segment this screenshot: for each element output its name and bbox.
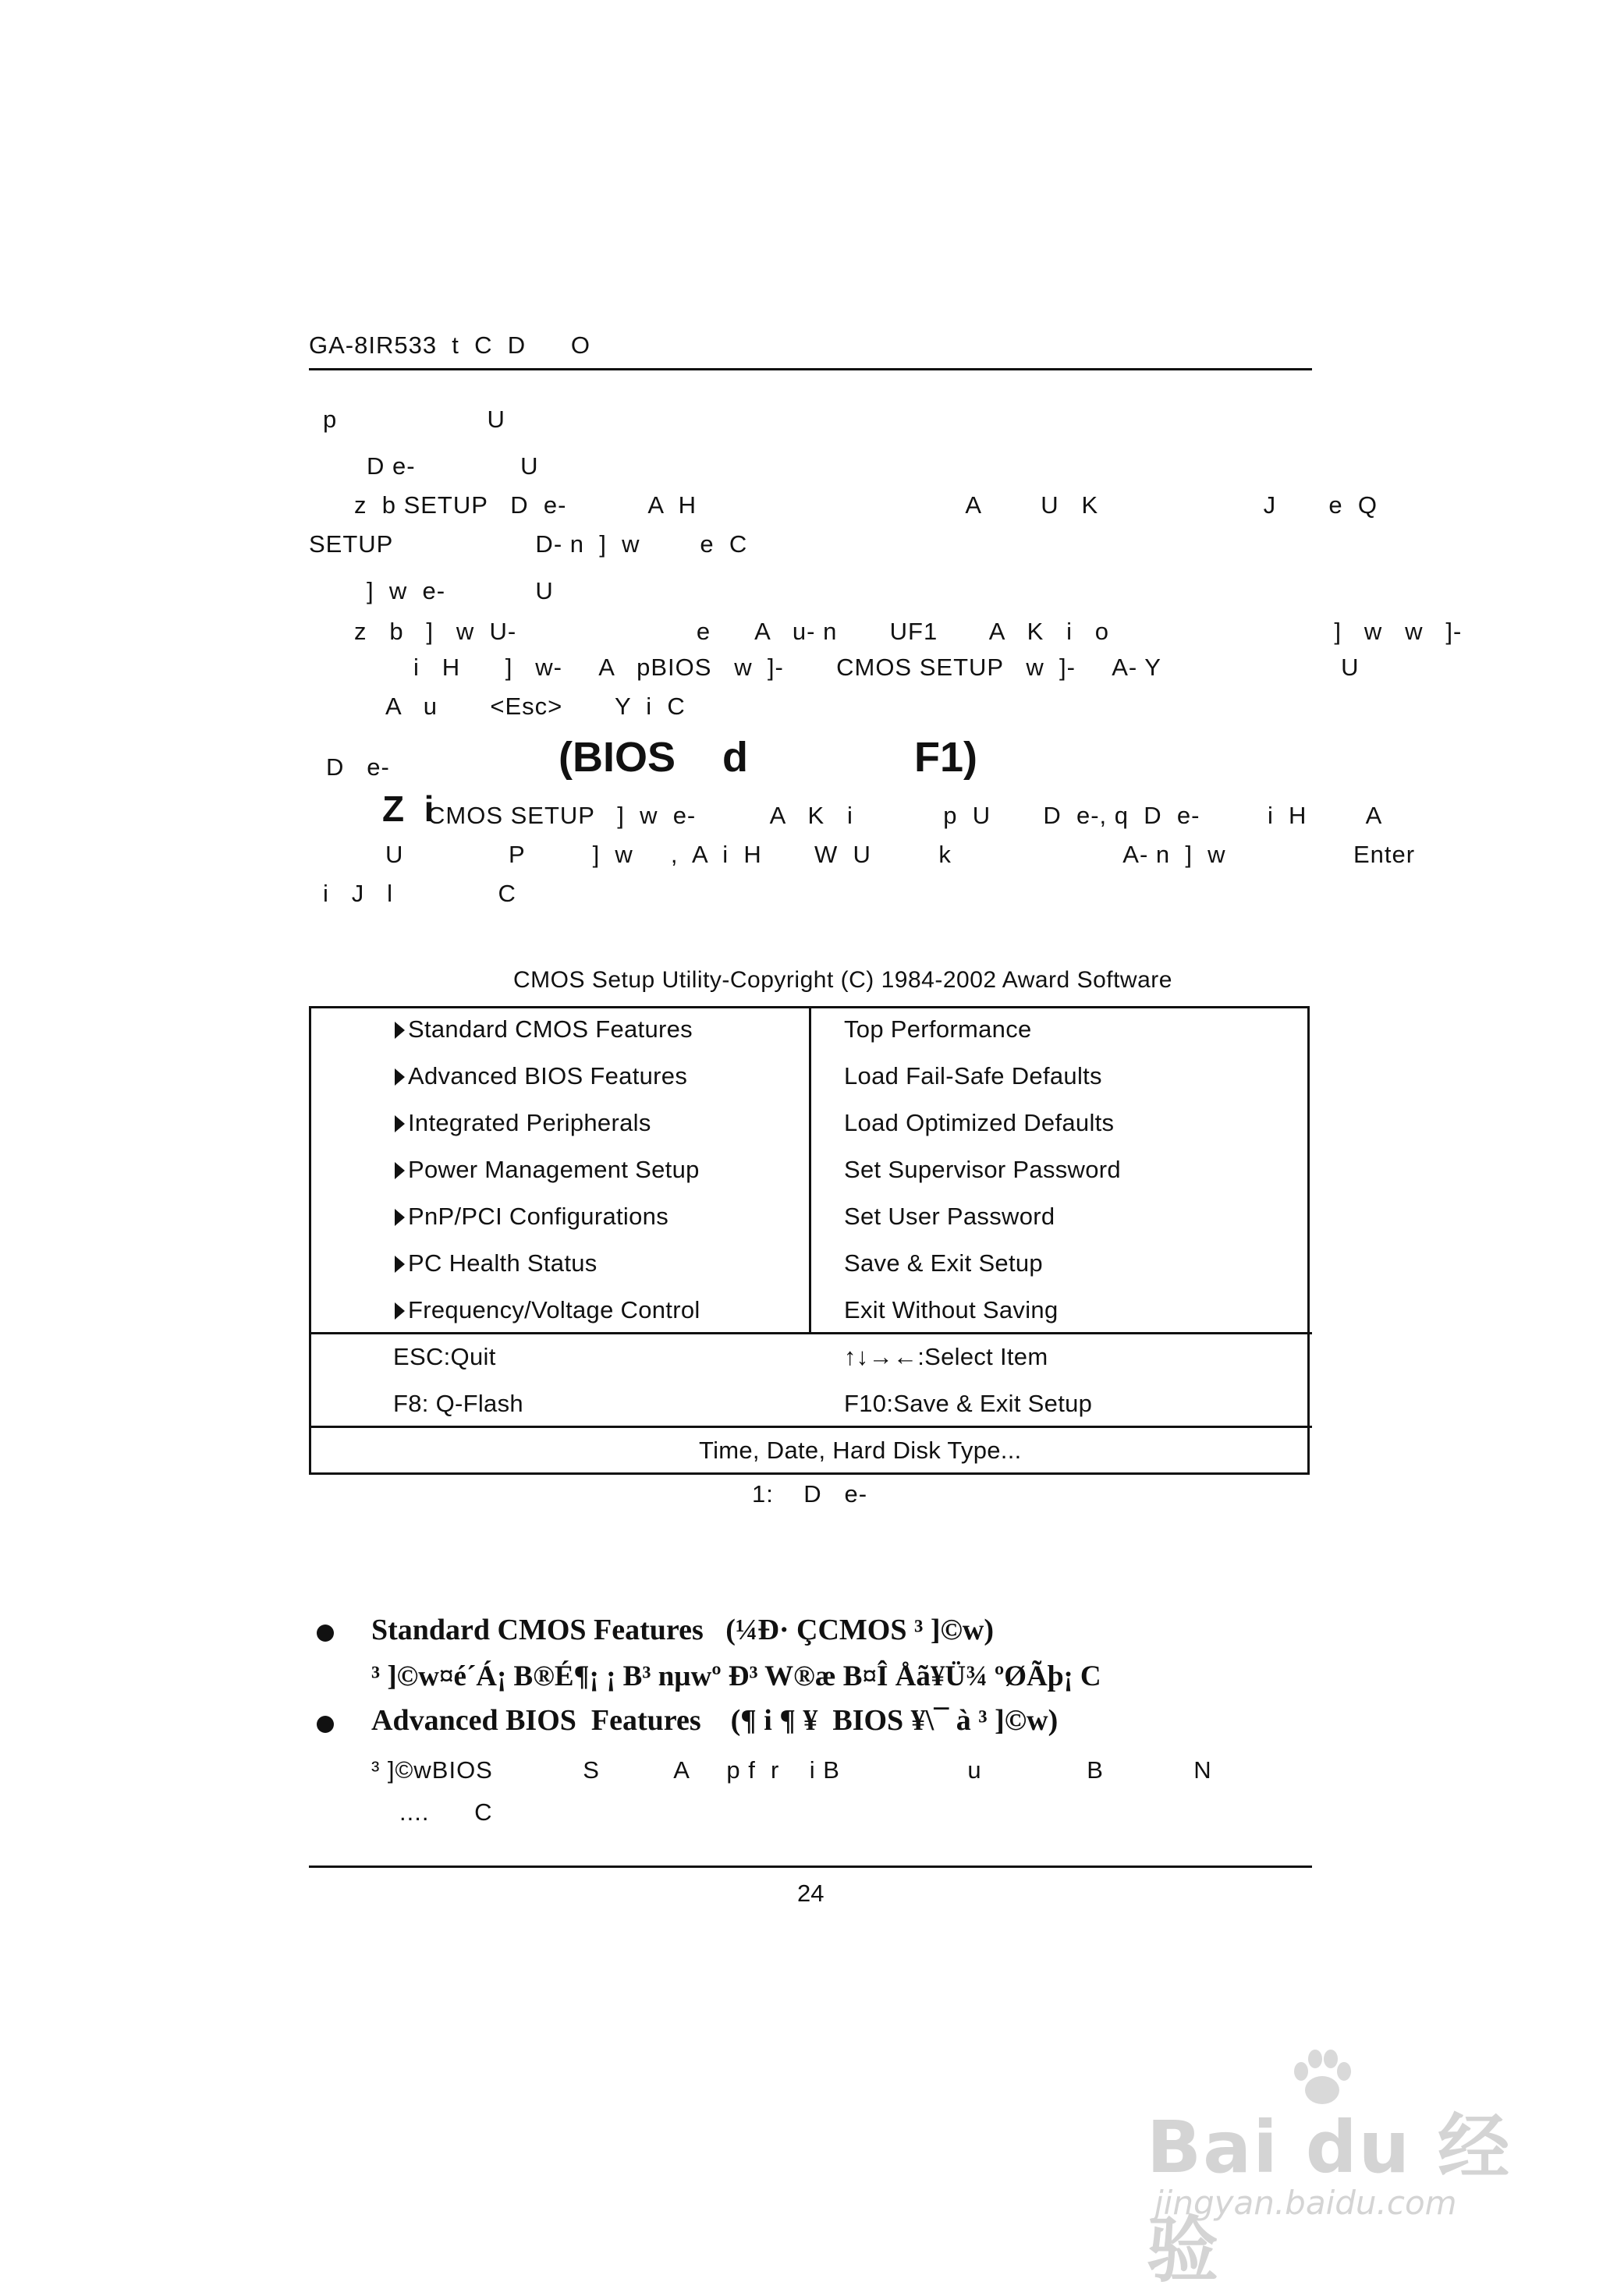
menu-item-save-exit[interactable]: Save & Exit Setup xyxy=(844,1249,1043,1277)
menu-item-load-fail-safe[interactable]: Load Fail-Safe Defaults xyxy=(844,1062,1102,1090)
submenu-arrow-icon xyxy=(395,1068,405,1086)
menu-keys-divider xyxy=(309,1332,1312,1334)
figure-title: CMOS Setup Utility-Copyright (C) 1984-2002 Award Software xyxy=(513,967,1172,993)
menu-item-power-management[interactable]: Power Management Setup xyxy=(395,1156,700,1184)
page-header: GA-8IR533 t C D O xyxy=(309,331,590,359)
menu-item-integrated-peripherals[interactable]: Integrated Peripherals xyxy=(395,1109,651,1137)
body-line: i J l C xyxy=(323,880,516,907)
menu-item-pnp-pci[interactable]: PnP/PCI Configurations xyxy=(395,1203,668,1231)
section-heading-left: (BIOS d xyxy=(559,734,748,781)
page-number: 24 xyxy=(797,1880,825,1907)
menu-item-pc-health[interactable]: PC Health Status xyxy=(395,1249,598,1277)
body-line: z b ] w U- e A u- n UF1 A K i o ] w w ]- xyxy=(354,618,1463,645)
key-hint-select: ↑↓→←:Select Item xyxy=(844,1343,1048,1370)
figure-caption: 1: D e- xyxy=(752,1480,868,1508)
body-line: D e- U xyxy=(367,452,539,480)
body-line: SETUP D- n ] w e C xyxy=(309,530,748,558)
body-line: CMOS SETUP ] w e- A K i p U D e-, q D e- i H A xyxy=(427,802,1383,829)
key-hint-f10: F10:Save & Exit Setup xyxy=(844,1390,1093,1417)
menu-status-divider xyxy=(309,1426,1312,1428)
baidu-watermark xyxy=(1147,2043,1568,2292)
submenu-arrow-icon xyxy=(395,1162,405,1179)
watermark-logo: Bai du 经验 xyxy=(1147,2106,1512,2292)
header-rule xyxy=(309,368,1312,370)
bullet-title-standard-cmos: Standard CMOS Features (¼Ð· ÇCMOS ³ ]©w) xyxy=(371,1614,994,1646)
bullet-icon xyxy=(317,1716,334,1733)
menu-item-set-user-password[interactable]: Set User Password xyxy=(844,1203,1055,1230)
body-line: D e- xyxy=(326,753,390,781)
section-heading-right: F1) xyxy=(914,734,977,781)
body-line: U P ] w , A i H W U k A- n ] w Enter xyxy=(385,841,1416,868)
key-hint-esc: ESC:Quit xyxy=(393,1343,496,1370)
menu-item-frequency-voltage[interactable]: Frequency/Voltage Control xyxy=(395,1296,700,1324)
menu-item-advanced-bios[interactable]: Advanced BIOS Features xyxy=(395,1062,687,1090)
bullet-desc-standard-cmos: ³ ]©w¤é´Á¡ B®É¶¡ ¡ B³ nµwº Ð³ W®æ B¤Î Åã¥Ü¾ ºØÃþ¡ C xyxy=(371,1660,1101,1692)
body-line: i H ] w- A pBIOS w ]- CMOS SETUP w ]- A- Y U xyxy=(413,654,1360,681)
key-hint-f8: F8: Q-Flash xyxy=(393,1390,523,1417)
body-line: z b SETUP D e- A H A U K J e Q xyxy=(354,491,1378,519)
body-line: A u <Esc> Y i C xyxy=(385,693,686,720)
bullet-desc-advanced-bios: ³ ]©wBIOS S A p f r i B u B N xyxy=(371,1756,1212,1784)
z-mark: Z i xyxy=(382,788,434,829)
submenu-arrow-icon xyxy=(395,1209,405,1226)
bullet-desc-advanced-bios-cont: .... C xyxy=(399,1798,493,1826)
menu-item-load-optimized[interactable]: Load Optimized Defaults xyxy=(844,1109,1115,1136)
bullet-icon xyxy=(317,1625,334,1642)
submenu-arrow-icon xyxy=(395,1115,405,1132)
submenu-arrow-icon xyxy=(395,1256,405,1273)
bullet-title-advanced-bios: Advanced BIOS Features (¶ i ¶ ¥ BIOS ¥\¯ à ³ ]©w) xyxy=(371,1704,1059,1737)
body-line: p U xyxy=(323,406,505,433)
submenu-arrow-icon xyxy=(395,1302,405,1320)
menu-item-exit-without-saving[interactable]: Exit Without Saving xyxy=(844,1296,1059,1323)
footer-rule xyxy=(309,1866,1312,1868)
menu-item-standard-cmos[interactable]: Standard CMOS Features xyxy=(395,1015,693,1043)
menu-item-top-performance[interactable]: Top Performance xyxy=(844,1015,1032,1043)
menu-item-set-supervisor-password[interactable]: Set Supervisor Password xyxy=(844,1156,1121,1183)
menu-column-divider xyxy=(809,1006,811,1332)
watermark-url: jingyan.baidu.com xyxy=(1154,2184,1457,2222)
submenu-arrow-icon xyxy=(395,1022,405,1039)
body-line: ] w e- U xyxy=(367,577,554,604)
status-line: Time, Date, Hard Disk Type... xyxy=(699,1437,1022,1464)
